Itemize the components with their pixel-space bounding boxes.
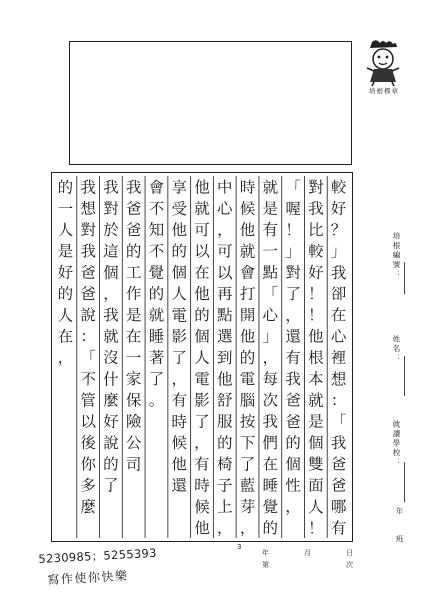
handwritten-char: 以 <box>194 242 210 261</box>
handwritten-char: 可 <box>216 242 233 261</box>
handwritten-char: 比 <box>307 221 324 240</box>
handwritten-char: 人 <box>194 348 210 368</box>
handwritten-char: 的 <box>194 306 210 325</box>
handwritten-char: 「 <box>285 178 302 197</box>
handwritten-char: 人 <box>57 306 74 325</box>
handwritten-char: 保 <box>125 391 142 410</box>
handwritten-char: 我 <box>262 412 279 432</box>
handwritten-char: 按 <box>239 412 256 431</box>
handwritten-char: 這 <box>102 242 119 261</box>
handwritten-char: 覺 <box>262 497 279 517</box>
handwritten-char: 個 <box>285 455 301 474</box>
handwritten-char: ： <box>330 391 347 410</box>
logo-caption: 培根標章 <box>369 87 399 95</box>
handwritten-char: 個 <box>103 263 119 282</box>
handwritten-char: 是 <box>125 306 142 325</box>
handwritten-char: 他 <box>239 221 256 240</box>
handwritten-char: 的 <box>262 519 279 538</box>
handwritten-char: 我 <box>80 178 96 197</box>
handwritten-char: 了 <box>285 284 302 304</box>
handwritten-char: 芽 <box>239 497 256 517</box>
handwritten-char: ， <box>285 497 302 517</box>
handwritten-char: 還 <box>171 476 188 495</box>
handwritten-char: 爸 <box>125 221 142 240</box>
handwritten-char: 點 <box>262 263 279 282</box>
handwritten-char: 好 <box>330 199 347 218</box>
handwritten-char: 我 <box>80 242 97 261</box>
handwritten-char: 裡 <box>330 348 347 368</box>
handwritten-char: 睡 <box>262 476 279 495</box>
handwritten-char: ， <box>102 284 119 304</box>
handwritten-char: 對 <box>285 263 301 282</box>
handwritten-char: 候 <box>194 498 210 517</box>
handwritten-char: 司 <box>125 455 142 474</box>
handwritten-char: 電 <box>194 370 210 389</box>
handwritten-char: 你 <box>80 455 97 474</box>
handwritten-char: 面 <box>307 476 324 495</box>
handwritten-char: ， <box>239 519 256 538</box>
handwritten-char: 對 <box>103 199 119 218</box>
handwritten-char: 電 <box>171 306 187 325</box>
handwritten-char: 了 <box>194 412 210 432</box>
footer-day-label: 日 <box>346 549 353 557</box>
footer-order-prefix: 第 <box>262 561 269 569</box>
handwritten-char: 一 <box>57 199 74 218</box>
handwritten-char: 的 <box>148 284 165 304</box>
handwritten-char: 時 <box>194 476 210 495</box>
handwritten-char: 想 <box>330 370 347 389</box>
handwritten-char: 就 <box>308 391 324 410</box>
handwritten-char: 他 <box>194 285 210 304</box>
handwritten-char: 電 <box>239 370 256 389</box>
handwritten-char: 一 <box>262 242 279 261</box>
handwritten-char: 可 <box>194 221 210 240</box>
handwritten-char: 的 <box>171 242 188 261</box>
handwritten-char: 會 <box>239 263 256 282</box>
handwritten-char: 知 <box>148 221 165 240</box>
handwritten-char: 受 <box>171 199 187 218</box>
handwritten-char: 麼 <box>102 391 119 410</box>
handwritten-char: 就 <box>194 199 210 219</box>
handwritten-char: 他 <box>239 327 256 346</box>
handwritten-char: 舒 <box>216 391 233 410</box>
handwritten-char: 不 <box>148 242 165 261</box>
handwritten-char: 有 <box>262 221 279 240</box>
label-grade: 年 <box>395 507 404 517</box>
handwritten-char: 我 <box>307 199 324 219</box>
handwritten-char: 覺 <box>148 263 165 282</box>
handwritten-char: 有 <box>285 348 301 368</box>
handwritten-char: 還 <box>285 327 302 346</box>
handwritten-char: 什 <box>103 370 119 389</box>
handwritten-char: ！ <box>307 519 324 538</box>
handwritten-char: 」 <box>330 242 347 261</box>
handwritten-char: 管 <box>80 391 96 410</box>
handwritten-char: 了 <box>148 370 165 389</box>
handwritten-char: 是 <box>57 242 74 261</box>
handwritten-char: 他 <box>217 370 233 389</box>
handwritten-char: 他 <box>171 455 188 474</box>
handwritten-char: 人 <box>57 221 74 240</box>
handwritten-char: 爸 <box>80 263 97 282</box>
page-mark: 3 <box>237 543 242 551</box>
underline-school <box>404 462 405 502</box>
handwritten-char: 人 <box>308 498 324 517</box>
handwritten-char: 的 <box>216 434 233 453</box>
handwritten-char: 爸 <box>330 476 347 495</box>
handwritten-char: 時 <box>171 412 187 431</box>
handwritten-char: 了 <box>103 476 119 495</box>
handwritten-char: ？ <box>330 221 347 240</box>
handwritten-char: 卻 <box>330 284 347 304</box>
handwritten-char: 哪 <box>330 497 347 517</box>
handwritten-char: ， <box>57 348 74 368</box>
phone-stamp: 5230985；5255393 <box>38 545 158 566</box>
handwritten-char: 在 <box>125 327 142 346</box>
handwritten-char: 的 <box>125 242 142 261</box>
handwritten-char: 較 <box>330 178 347 197</box>
handwritten-char: 一 <box>125 348 142 367</box>
handwritten-char: 我 <box>330 263 347 282</box>
handwritten-char: 麼 <box>80 498 96 517</box>
handwritten-char: 有 <box>171 391 188 410</box>
handwritten-char: 次 <box>262 391 279 410</box>
handwritten-char: 就 <box>103 327 119 346</box>
handwritten-char: 候 <box>239 199 256 218</box>
handwritten-char: ， <box>194 434 210 453</box>
handwritten-char: 椅 <box>216 455 233 474</box>
handwritten-char: 「 <box>80 348 97 368</box>
handwritten-char: 好 <box>307 263 324 282</box>
handwritten-char: 我 <box>103 306 119 325</box>
handwritten-char: 在 <box>262 455 279 474</box>
handwritten-char: 不 <box>80 370 97 389</box>
handwritten-char: 了 <box>171 348 188 368</box>
handwritten-char: 我 <box>330 434 347 453</box>
label-bacon-number: 培根編號： <box>392 232 401 280</box>
handwritten-char: 他 <box>194 178 210 197</box>
handwritten-char: 享 <box>171 178 188 197</box>
handwritten-char: 在 <box>194 263 210 282</box>
handwritten-char: 的 <box>285 433 302 453</box>
handwritten-char: 作 <box>125 284 142 304</box>
handwritten-char: 個 <box>307 434 324 453</box>
handwritten-char: 爸 <box>125 199 142 218</box>
handwritten-char: 子 <box>217 476 233 495</box>
handwritten-char: 他 <box>194 519 210 538</box>
handwritten-char: 的 <box>57 178 74 197</box>
handwritten-char: 到 <box>216 348 233 368</box>
handwritten-char: 想 <box>80 199 97 219</box>
handwritten-char: 公 <box>125 433 142 453</box>
handwritten-char: 是 <box>307 412 324 432</box>
handwritten-char: 會 <box>148 178 165 197</box>
handwritten-char: 他 <box>307 327 324 346</box>
label-school: 就讀學校： <box>392 420 401 468</box>
handwritten-char: 根 <box>308 348 324 368</box>
handwritten-char: 心 <box>262 306 279 325</box>
handwritten-char: 險 <box>125 412 142 431</box>
underline-name <box>404 356 405 396</box>
handwritten-char: 打 <box>239 284 256 304</box>
handwritten-char: 是 <box>262 199 279 219</box>
handwritten-char: 性 <box>285 476 301 495</box>
handwritten-char: 影 <box>194 391 210 410</box>
handwritten-char: 不 <box>148 199 165 219</box>
handwritten-char: 較 <box>308 242 324 261</box>
footer-month-label: 月 <box>304 549 311 557</box>
handwritten-char: 心 <box>216 199 233 218</box>
footer-year-label: 年 <box>262 549 269 557</box>
underline-bacon-number <box>404 262 405 294</box>
handwritten-char: 就 <box>148 306 165 325</box>
handwritten-char: 後 <box>80 434 96 453</box>
handwritten-char: 「 <box>262 284 279 304</box>
handwritten-char: 」 <box>262 327 279 346</box>
handwritten-char: 心 <box>330 327 347 346</box>
handwritten-char: ， <box>285 306 301 325</box>
handwritten-char: 。 <box>148 391 165 410</box>
handwritten-char: 個 <box>194 327 210 346</box>
handwritten-char: 再 <box>216 284 233 304</box>
handwritten-char: 爸 <box>285 391 302 410</box>
handwritten-char: 他 <box>171 221 188 240</box>
handwritten-char: 爸 <box>80 285 96 304</box>
handwritten-char: 的 <box>57 284 74 304</box>
handwritten-char: 時 <box>239 178 256 197</box>
handwritten-char: 下 <box>239 433 256 453</box>
slogan-stamp: 寫作使你快樂 <box>47 568 129 587</box>
label-class: 班 <box>395 535 404 545</box>
handwritten-char: 沒 <box>102 348 119 368</box>
handwritten-char: ， <box>262 348 279 368</box>
handwritten-char: 在 <box>330 306 347 325</box>
handwritten-char: ！ <box>285 221 302 240</box>
handwritten-char: 喔 <box>285 199 301 218</box>
handwritten-char: 好 <box>57 263 74 282</box>
handwritten-char: 影 <box>171 327 188 346</box>
footer-order-suffix: 次 <box>346 561 353 569</box>
handwritten-char: 每 <box>262 370 279 389</box>
handwritten-char: 腦 <box>239 391 256 410</box>
handwritten-char: 我 <box>285 370 301 389</box>
handwritten-char: 開 <box>239 306 256 325</box>
handwritten-char: 爸 <box>330 455 347 474</box>
handwritten-char: 的 <box>102 455 119 474</box>
handwritten-char: 點 <box>216 306 233 325</box>
handwritten-char: ， <box>216 519 233 538</box>
handwritten-char: 雙 <box>308 455 324 474</box>
handwritten-char: 了 <box>239 455 256 474</box>
handwritten-char: ！ <box>308 285 324 304</box>
handwritten-char: 服 <box>216 412 233 431</box>
handwritten-char: 就 <box>239 242 256 261</box>
handwritten-char: 工 <box>125 263 142 282</box>
handwritten-char: 候 <box>171 433 188 453</box>
handwritten-char: ！ <box>307 306 324 325</box>
handwritten-char: 我 <box>125 178 142 197</box>
handwritten-char: 「 <box>330 412 347 431</box>
handwritten-char: 對 <box>308 178 324 197</box>
handwritten-char: 睡 <box>148 327 165 346</box>
handwritten-char: 對 <box>80 221 96 240</box>
handwritten-char: 我 <box>102 178 119 197</box>
handwritten-char: 爸 <box>285 412 301 431</box>
handwritten-char: 人 <box>171 284 188 304</box>
handwritten-char: 個 <box>171 263 188 282</box>
handwritten-char: 多 <box>80 476 97 495</box>
handwritten-char: ： <box>80 327 96 346</box>
handwritten-char: 的 <box>239 348 256 367</box>
handwritten-char: 藍 <box>239 476 256 495</box>
writing-grid <box>54 176 350 538</box>
handwritten-char: 說 <box>80 306 97 325</box>
handwritten-char: 家 <box>125 370 142 389</box>
handwritten-char: 」 <box>285 242 301 261</box>
teacher-comment-box <box>69 41 352 165</box>
handwritten-char: 有 <box>194 455 210 474</box>
handwritten-char: 在 <box>57 327 74 346</box>
handwritten-char: 有 <box>330 519 347 538</box>
label-name: 姓名： <box>392 335 401 364</box>
handwritten-char: 上 <box>216 497 233 517</box>
handwritten-char: 本 <box>307 370 324 389</box>
handwritten-char: 以 <box>80 412 97 432</box>
handwritten-char: 好 <box>103 412 119 431</box>
handwritten-char: ， <box>171 370 188 389</box>
handwritten-char: 中 <box>216 178 233 197</box>
handwritten-char: 們 <box>262 434 279 453</box>
handwritten-char: 選 <box>216 327 233 346</box>
handwritten-char: 以 <box>217 263 233 282</box>
handwritten-char: 說 <box>103 434 119 453</box>
handwritten-char: 於 <box>103 221 119 240</box>
handwritten-char: 著 <box>148 348 165 368</box>
handwritten-char: ， <box>216 221 233 240</box>
handwritten-char: 就 <box>262 178 279 197</box>
